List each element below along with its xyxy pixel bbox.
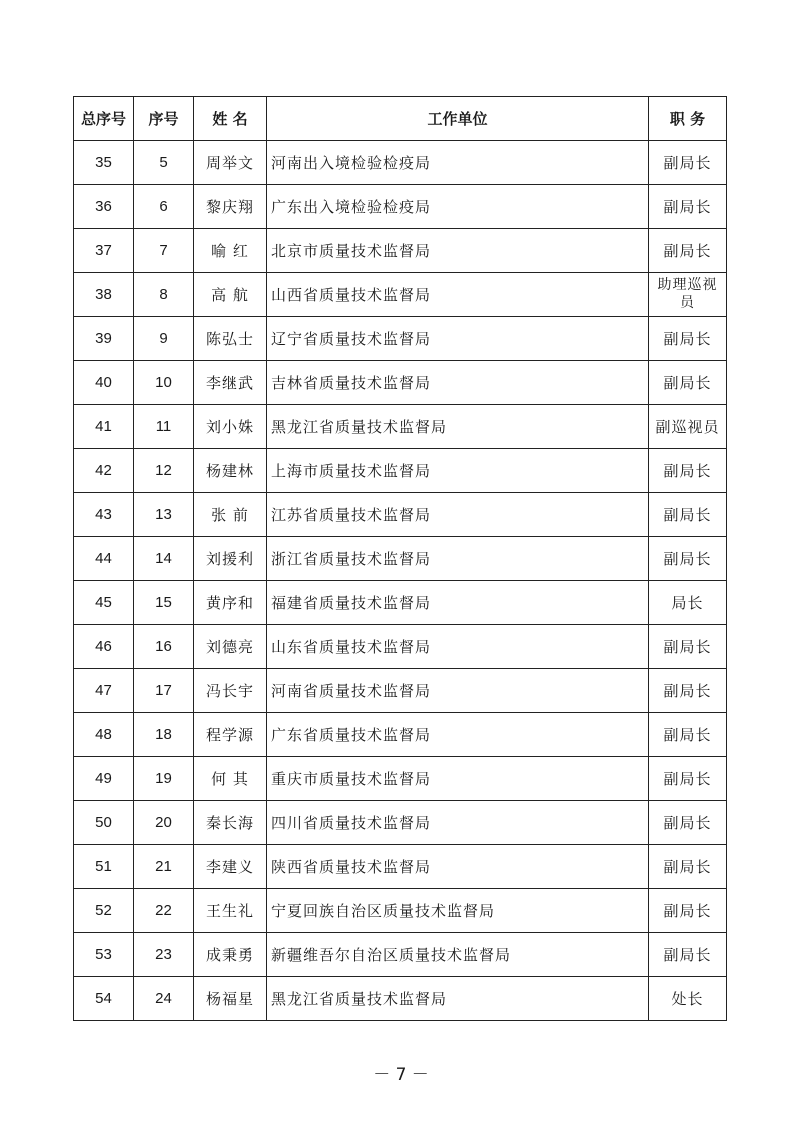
cell-name: 冯长宇 (194, 669, 267, 713)
cell-no: 8 (134, 273, 194, 317)
personnel-table-container (73, 96, 726, 1021)
header-name: 姓 名 (194, 97, 267, 141)
cell-name: 张 前 (194, 493, 267, 537)
cell-unit: 黑龙江省质量技术监督局 (267, 405, 649, 449)
cell-total-no: 35 (74, 141, 134, 185)
header-total-no: 总序号 (74, 97, 134, 141)
cell-unit: 山西省质量技术监督局 (267, 273, 649, 317)
table-header-row (74, 97, 727, 141)
cell-unit: 江苏省质量技术监督局 (267, 493, 649, 537)
cell-no: 20 (134, 801, 194, 845)
table-row (74, 449, 727, 493)
cell-title: 副局长 (649, 229, 727, 273)
cell-no: 7 (134, 229, 194, 273)
cell-unit: 四川省质量技术监督局 (267, 801, 649, 845)
cell-name: 程学源 (194, 713, 267, 757)
cell-no: 6 (134, 185, 194, 229)
cell-no: 24 (134, 977, 194, 1021)
header-title: 职 务 (649, 97, 727, 141)
cell-total-no: 37 (74, 229, 134, 273)
cell-name: 李建义 (194, 845, 267, 889)
cell-no: 14 (134, 537, 194, 581)
cell-total-no: 43 (74, 493, 134, 537)
cell-name: 李继武 (194, 361, 267, 405)
cell-total-no: 41 (74, 405, 134, 449)
cell-unit: 陕西省质量技术监督局 (267, 845, 649, 889)
cell-name: 成秉勇 (194, 933, 267, 977)
cell-total-no: 36 (74, 185, 134, 229)
cell-no: 17 (134, 669, 194, 713)
table-row (74, 625, 727, 669)
cell-unit: 上海市质量技术监督局 (267, 449, 649, 493)
cell-title: 副局长 (649, 537, 727, 581)
cell-total-no: 42 (74, 449, 134, 493)
cell-title: 副局长 (649, 449, 727, 493)
cell-title: 副局长 (649, 317, 727, 361)
cell-title: 副局长 (649, 933, 727, 977)
cell-no: 19 (134, 757, 194, 801)
cell-total-no: 49 (74, 757, 134, 801)
table-row (74, 405, 727, 449)
cell-title: 助理巡视员 (649, 273, 727, 317)
header-unit: 工作单位 (267, 97, 649, 141)
cell-unit: 黑龙江省质量技术监督局 (267, 977, 649, 1021)
cell-name: 杨福星 (194, 977, 267, 1021)
table-row (74, 977, 727, 1021)
cell-total-no: 46 (74, 625, 134, 669)
cell-unit: 浙江省质量技术监督局 (267, 537, 649, 581)
cell-name: 何 其 (194, 757, 267, 801)
cell-unit: 广东出入境检验检疫局 (267, 185, 649, 229)
cell-no: 18 (134, 713, 194, 757)
cell-unit: 广东省质量技术监督局 (267, 713, 649, 757)
table-row (74, 581, 727, 625)
cell-total-no: 51 (74, 845, 134, 889)
table-row (74, 889, 727, 933)
cell-title: 副局长 (649, 845, 727, 889)
cell-no: 5 (134, 141, 194, 185)
cell-total-no: 52 (74, 889, 134, 933)
cell-title: 副局长 (649, 889, 727, 933)
cell-title: 副局长 (649, 493, 727, 537)
cell-total-no: 44 (74, 537, 134, 581)
cell-no: 13 (134, 493, 194, 537)
cell-unit: 宁夏回族自治区质量技术监督局 (267, 889, 649, 933)
page-number: － 7 － (373, 1065, 429, 1085)
cell-total-no: 39 (74, 317, 134, 361)
cell-unit: 山东省质量技术监督局 (267, 625, 649, 669)
cell-unit: 河南出入境检验检疫局 (267, 141, 649, 185)
table-row (74, 185, 727, 229)
cell-title: 副局长 (649, 757, 727, 801)
cell-no: 23 (134, 933, 194, 977)
cell-total-no: 38 (74, 273, 134, 317)
cell-total-no: 53 (74, 933, 134, 977)
cell-unit: 重庆市质量技术监督局 (267, 757, 649, 801)
cell-unit: 河南省质量技术监督局 (267, 669, 649, 713)
table-row (74, 845, 727, 889)
cell-name: 秦长海 (194, 801, 267, 845)
cell-unit: 吉林省质量技术监督局 (267, 361, 649, 405)
cell-unit: 辽宁省质量技术监督局 (267, 317, 649, 361)
table-row (74, 801, 727, 845)
table-row (74, 141, 727, 185)
cell-unit: 福建省质量技术监督局 (267, 581, 649, 625)
cell-title: 处长 (649, 977, 727, 1021)
table-row (74, 933, 727, 977)
cell-total-no: 40 (74, 361, 134, 405)
cell-name: 刘援利 (194, 537, 267, 581)
cell-no: 10 (134, 361, 194, 405)
cell-name: 刘德亮 (194, 625, 267, 669)
cell-name: 黎庆翔 (194, 185, 267, 229)
cell-title: 副局长 (649, 713, 727, 757)
cell-no: 15 (134, 581, 194, 625)
table-row (74, 493, 727, 537)
cell-name: 王生礼 (194, 889, 267, 933)
cell-title: 局长 (649, 581, 727, 625)
cell-total-no: 54 (74, 977, 134, 1021)
table-body (74, 141, 727, 1021)
cell-title: 副局长 (649, 361, 727, 405)
cell-name: 喻 红 (194, 229, 267, 273)
cell-total-no: 45 (74, 581, 134, 625)
cell-no: 22 (134, 889, 194, 933)
table-row (74, 537, 727, 581)
table-row (74, 273, 727, 317)
cell-no: 12 (134, 449, 194, 493)
table-row (74, 361, 727, 405)
cell-unit: 新疆维吾尔自治区质量技术监督局 (267, 933, 649, 977)
cell-no: 21 (134, 845, 194, 889)
cell-title: 副局长 (649, 801, 727, 845)
cell-title: 副局长 (649, 669, 727, 713)
cell-name: 周举文 (194, 141, 267, 185)
cell-name: 刘小姝 (194, 405, 267, 449)
cell-no: 16 (134, 625, 194, 669)
table-row (74, 669, 727, 713)
table-row (74, 757, 727, 801)
cell-total-no: 50 (74, 801, 134, 845)
table-row (74, 713, 727, 757)
cell-unit: 北京市质量技术监督局 (267, 229, 649, 273)
cell-total-no: 47 (74, 669, 134, 713)
cell-name: 高 航 (194, 273, 267, 317)
personnel-table (73, 96, 727, 1021)
cell-no: 11 (134, 405, 194, 449)
table-row (74, 229, 727, 273)
cell-name: 陈弘士 (194, 317, 267, 361)
cell-no: 9 (134, 317, 194, 361)
table-row (74, 317, 727, 361)
header-no: 序号 (134, 97, 194, 141)
cell-total-no: 48 (74, 713, 134, 757)
cell-title: 副局长 (649, 185, 727, 229)
cell-name: 黄序和 (194, 581, 267, 625)
cell-title: 副局长 (649, 625, 727, 669)
cell-title: 副巡视员 (649, 405, 727, 449)
cell-title: 副局长 (649, 141, 727, 185)
cell-name: 杨建林 (194, 449, 267, 493)
